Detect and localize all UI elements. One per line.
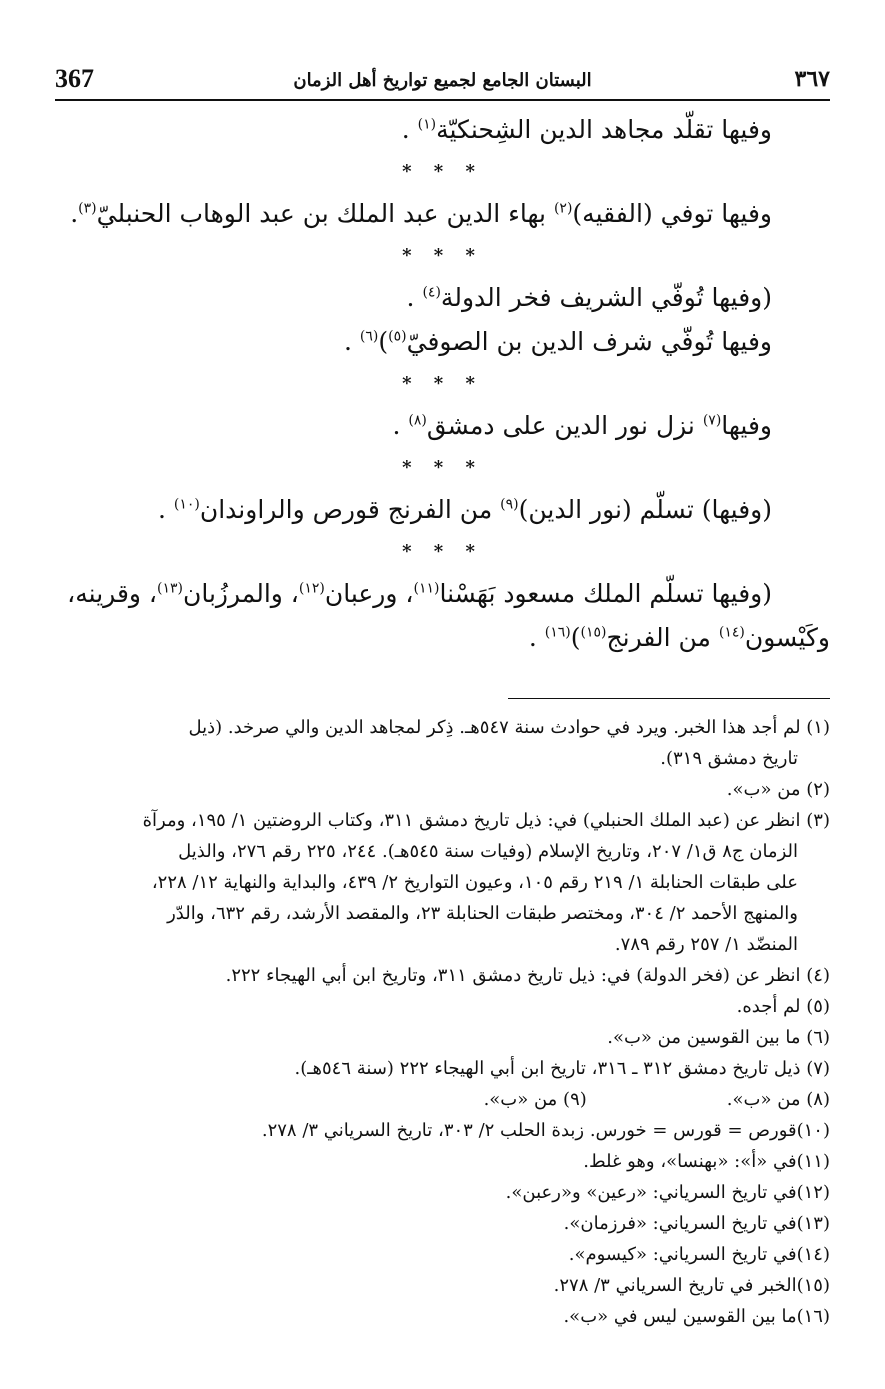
body-line-3: [55, 276, 772, 320]
line-text: ، ورعبان: [324, 579, 414, 608]
footnote-ref: (١٦): [544, 624, 571, 641]
body-line-2: [55, 192, 772, 236]
footnote-16: (١٦)ما بين القوسين ليس في «ب».: [563, 1306, 830, 1327]
footnote-1: [55, 712, 830, 774]
footnote-text: تاريخ دمشق ٣١٩).: [660, 748, 798, 769]
footnote-text: الزمان ج٨ ق١/ ٢٠٧، وتاريخ الإسلام (وفيات سنة ٥٤٥هـ). ٢٤٤، ٢٢٥ رقم ٢٧٦، والذيل: [178, 841, 798, 862]
footnote-ref: (١): [417, 116, 437, 133]
line-end: .: [528, 623, 545, 652]
section-separator: * * *: [402, 457, 483, 478]
section-separator: * * *: [402, 373, 483, 394]
line-text: ): [570, 623, 581, 652]
line-text: من الفرنج قورص والراوندان: [199, 495, 501, 524]
line-end: .: [401, 115, 418, 144]
footnote-12: (١٢)في تاريخ السرياني: «رعين» و«رعبن».: [505, 1182, 830, 1203]
footnote-8: (٨) من «ب».: [726, 1089, 830, 1110]
footnote-text: (٣) انظر عن (عبد الملك الحنبلي) في: ذيل تاريخ دمشق ٣١١، وكتاب الروضتين ١/ ١٩٥، ومرآة: [142, 810, 830, 831]
line-end: .: [70, 199, 79, 228]
footnote-ref: (١٣): [156, 580, 183, 597]
footnotes: [55, 712, 830, 1332]
running-title: البستان الجامع لجميع تواريخ أهل الزمان: [293, 70, 592, 91]
header-rule: [55, 99, 830, 101]
body-line-6: [55, 488, 772, 532]
footnote-ref: (٩): [500, 496, 519, 513]
line-text: من الفرنج: [606, 623, 719, 652]
footnote-ref: (١٥): [580, 624, 607, 641]
footnote-ref: (١٤): [718, 624, 745, 641]
footnote-ref: (٥): [388, 328, 407, 345]
line-text: (وفيها تسلّم الملك مسعود بَهَسْنا: [439, 579, 772, 608]
footnote-ref: (١٠): [173, 496, 200, 513]
footnote-ref: (٨): [408, 412, 427, 429]
footnote-rule: [508, 698, 830, 699]
footnote-text: المنضّد ١/ ٢٥٧ رقم ٧٨٩.: [614, 934, 798, 955]
line-text: وفيها توفي (الفقيه): [572, 199, 772, 228]
footnote-2: (٢) من «ب».: [726, 779, 830, 800]
footnote-10: (١٠)قورص = قورس = خورس. زبدة الحلب ٢/ ٣٠٣، تاريخ السرياني ٣/ ٢٧٨.: [261, 1120, 830, 1141]
line-text: وفيها: [721, 411, 772, 440]
footnote-ref: (٤): [422, 284, 441, 301]
footnote-11: (١١)في «أ»: «بهنسا»، وهو غلط.: [583, 1151, 830, 1172]
footnote-8-9: [55, 1084, 830, 1115]
footnote-ref: (١٢): [298, 580, 325, 597]
line-text: وفيها تقلّد مجاهد الدين الشِحنكيّة: [436, 115, 772, 144]
line-text: بهاء الدين عبد الملك بن عبد الوهاب الحنبليّ: [96, 199, 554, 228]
line-text: وكَيْسون: [744, 623, 830, 652]
line-end: ، وقرينه،: [67, 579, 157, 608]
body-line-4: [55, 320, 772, 364]
body-line-8: [55, 616, 830, 660]
line-end: .: [157, 495, 174, 524]
page-number-arabic: ٣٦٧: [794, 66, 830, 92]
footnote-5: (٥) لم أجده.: [736, 996, 830, 1017]
section-separator: * * *: [402, 161, 483, 182]
footnote-text: والمنهج الأحمد ٢/ ٣٠٤، ومختصر طبقات الحنابلة ٢٣، والمقصد الأرشد، رقم ٦٣٢، والدّر: [167, 903, 798, 924]
footnote-13: (١٣)في تاريخ السرياني: «فرزمان».: [563, 1213, 830, 1234]
footnote-text: (١) لم أجد هذا الخبر. ويرد في حوادث سنة ٥٤٧هـ. ذِكر لمجاهد الدين والي صرخد. (ذيل: [188, 717, 830, 738]
body-line-7: [55, 572, 772, 616]
body-line-1: [55, 108, 772, 152]
page-number-latin: 367: [55, 64, 94, 93]
footnote-ref: (١١): [413, 580, 440, 597]
footnote-4: (٤) انظر عن (فخر الدولة) في: ذيل تاريخ دمشق ٣١١، وتاريخ ابن أبي الهيجاء ٢٢٢.: [225, 965, 830, 986]
footnote-15: (١٥)الخبر في تاريخ السرياني ٣/ ٢٧٨.: [553, 1275, 830, 1296]
footnote-9: (٩) من «ب».: [483, 1089, 587, 1110]
section-separator: * * *: [402, 245, 483, 266]
line-text: ): [378, 327, 389, 356]
footnote-ref: (٢): [553, 200, 573, 217]
line-text: ، والمرزُبان: [182, 579, 299, 608]
footnote-ref: (٣): [78, 200, 97, 217]
footnote-text: على طبقات الحنابلة ١/ ٢١٩ رقم ١٠٥، وعيون التواريخ ٢/ ٤٣٩، والبداية والنهاية ١٢/ ٢٢٨،: [151, 872, 798, 893]
line-text: وفيها تُوفّي شرف الدين بن الصوفيّ: [406, 327, 772, 356]
section-separator: * * *: [402, 541, 483, 562]
footnote-7: (٧) ذيل تاريخ دمشق ٣١٢ ـ ٣١٦، تاريخ ابن أبي الهيجاء ٢٢٢ (سنة ٥٤٦هـ).: [294, 1058, 830, 1079]
line-text: (وفيها تُوفّي الشريف فخر الدولة: [440, 283, 772, 312]
footnote-14: (١٤)في تاريخ السرياني: «كيسوم».: [568, 1244, 830, 1265]
line-end: .: [392, 411, 409, 440]
footnote-6: (٦) ما بين القوسين من «ب».: [607, 1027, 830, 1048]
footnote-ref: (٧): [702, 412, 722, 429]
main-text: [55, 108, 830, 660]
body-line-5: [55, 404, 772, 448]
footnote-3: [55, 805, 830, 960]
line-text: نزل نور الدين على دمشق: [426, 411, 703, 440]
line-text: (وفيها) تسلّم (نور الدين): [518, 495, 772, 524]
footnote-ref: (٦): [359, 328, 379, 345]
line-end: .: [406, 283, 423, 312]
line-end: .: [344, 327, 360, 356]
page-header: [55, 64, 830, 100]
